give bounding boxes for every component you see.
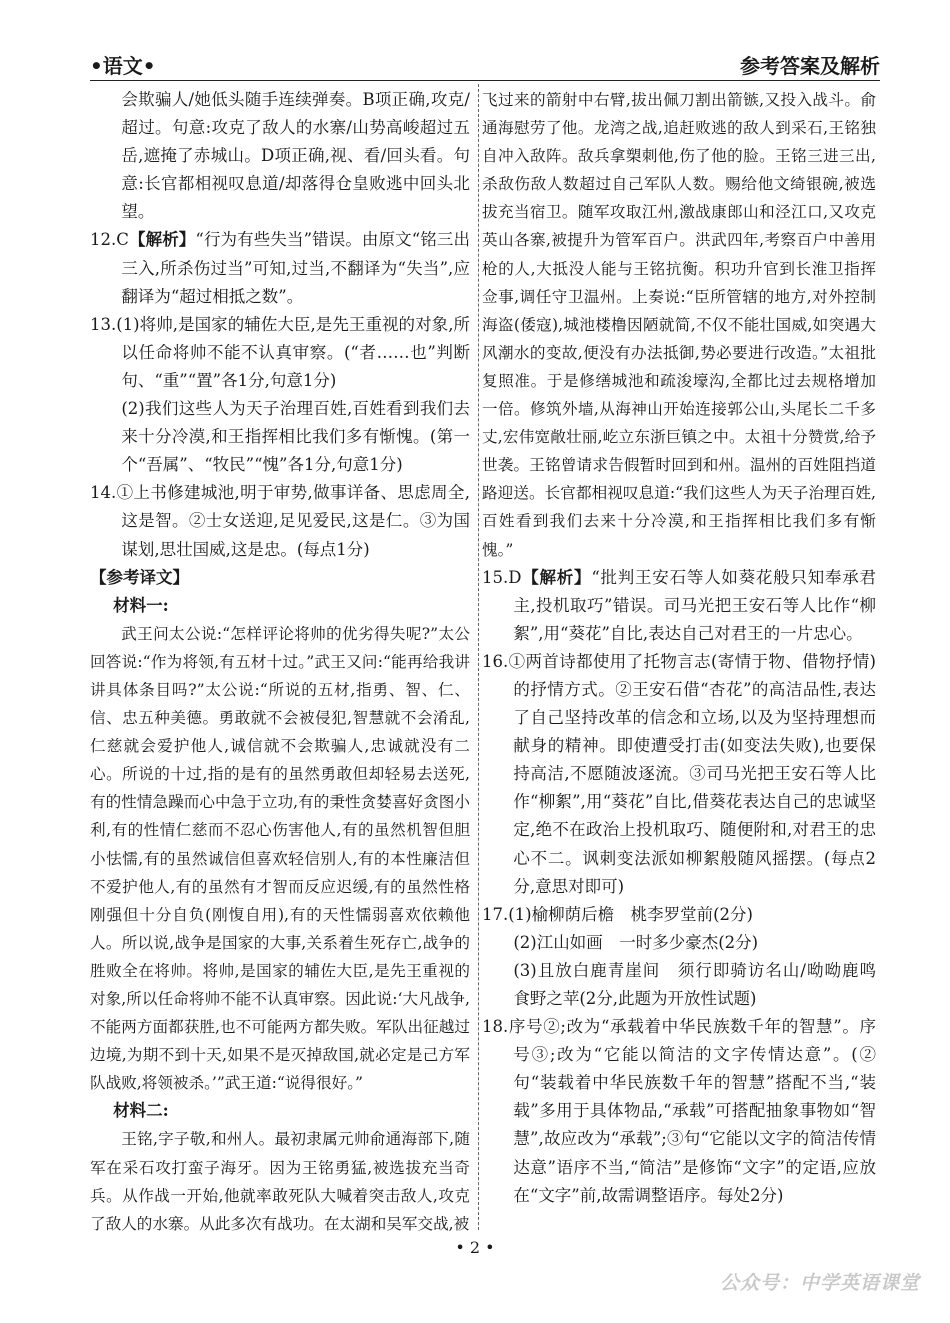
paragraph-q13a: [90, 311, 470, 395]
question-number: 13.: [90, 314, 117, 334]
question-number: 14.: [90, 483, 117, 503]
question-number: 18.: [482, 1017, 509, 1037]
page-header: [90, 50, 880, 80]
paragraph-text: (3)且放白鹿青崖间 须行即骑访名山/呦呦鹿鸣 食野之苹(2分,此题为开放性试题): [513, 960, 893, 1008]
paragraph-text: 武王问太公说:“怎样评论将帅的优劣得失呢?”太公回答说:“作为将领,有五材十过。”武王又问:“能再给我讲讲具体条目吗?”太公说:“所说的五材,指勇、智、仁、信、忠五种美德。勇敢就不会被侵犯,智慧就不会淆乱,仁慈就会爱护他人,诚信就不会欺骗人,忠诚就没有二心。所说的十过,指的是有的虽然勇敢但却轻易去送死,有的性情急躁而心中急于立功,有的秉性贪婪喜好贪图小利,有的性情仁慈而不忍心伤害他人,有的虽然机智但胆小怯懦,有的虽然诚信但喜欢轻信别人,有的本性廉洁但不爱护他人,有的虽然有才智而反应迟缓,有的虽然性格刚强但十分自负(刚愎自用),有的天性懦弱喜欢依赖他人。所以说,战争是国家的大事,关系着生死存亡,战争的胜败全在将帅。将帅,是国家的辅佐大臣,是先王重视的对象,所以任命将帅不能不认真审察。因此说:‘大凡战争,不能两方面都获胜,也不可能两方都失败。军队出征越过边境,为期不到十天,如果不是灭掉敌国,就必定是己方军队战败,将领被杀。’”武王道:“说得很好。”: [90, 624, 470, 1093]
paragraph-q14: [90, 479, 470, 563]
question-number: 12.C: [90, 230, 129, 250]
paragraph-q15: [482, 564, 876, 648]
paragraph-text: (2)江山如画 一时多少豪杰(2分): [513, 932, 759, 952]
paragraph-text: ①两首诗都使用了托物言志(寄情于物、借物抒情)的抒情方式。②王安石借“杏花”的高洁品性,表达了自己坚持改革的信念和立场,以及为坚持理想而献身的精神。即使遭受打击(如变法失败),也要保持高洁,不愿随波逐流。③司马光把王安石等人比作“柳絮”,用“葵花”自比,借葵花表达自己的忠诚坚定,绝不在政治上投机取巧、随便附和,对君王的忠心不二。讽刺变法派如柳絮般随风摇摆。(每点2分,意思对即可): [508, 651, 876, 896]
paragraph-q17b: [482, 929, 876, 957]
paragraph-c1: [90, 86, 470, 226]
watermark: 公众号：中学英语课堂: [719, 1272, 920, 1294]
question-number: 15.D: [482, 567, 522, 587]
paragraph-text: 序号②;改为“承载着中华民族数千年的智慧”。序号③;改为“它能以简洁的文字传情达意”。(②句“装载着中华民族数千年的智慧”搭配不当,“装载”多用于具体物品,“承载”可搭配抽象事物如“智慧”,故应改为“承载”;③句“它能以文字的简洁传情达意”语序不当,“简洁”是修饰“文字”的定语,应放在“文字”前,故需调整语序。每处2分): [508, 1017, 876, 1205]
paragraph-text: 材料一:: [113, 595, 169, 615]
paragraph-text: (1)将帅,是国家的辅佐大臣,是先王重视的对象,所以任命将帅不能不认真审察。(“者……也”判断句、“重”“置”各1分,句意1分): [116, 314, 470, 390]
paragraph-text: 飞过来的箭射中右臂,拔出佩刀割出箭镞,又投入战斗。俞通海慰劳了他。龙湾之战,追赶败逃的敌人到采石,王铭独自冲入敌阵。敌兵拿槊刺他,伤了他的脸。王铭三进三出,杀敌伤敌人数超过自己军队人数。赐给他文绮银碗,被选拔充当宿卫。随军攻取江州,激战康郎山和泾江口,又攻克英山各寨,被提升为管军百户。洪武四年,考察百户中善用枪的人,大抵没人能与王铭抗衡。积功升官到长淮卫指挥佥事,调任守卫温州。上奏说:“臣所管辖的地方,对外控制海盗(倭寇),城池楼橹因陋就简,不仅不能壮国威,如突遇大风潮水的变故,便没有办法抵御,势必要进行改造。”太祖批复照准。于是修缮城池和疏浚壕沟,全都比过去规格增加一倍。修筑外墙,从海神山开始连接郭公山,头尾长二千多丈,宏伟宽敞壮丽,屹立东浙巨镇之中。太祖十分赞赏,给予世袭。王铭曾请求告假暂时回到和州。温州的百姓阻挡道路迎送。长官都相视叹息道:“我们这些人为天子治理百姓,百姓看到我们去来十分冷漠,和王指挥相比我们多有惭愧。”: [482, 91, 876, 559]
paragraph-t2: [90, 1125, 470, 1237]
paragraph-q17c: [482, 957, 893, 1013]
section-title: 参考答案及解析: [740, 54, 880, 78]
paragraph-text: “批判王安石等人如葵花般只知奉承君主,投机取巧”错误。司马光把王安石等人比作“柳絮”,用“葵花”自比,表达自己对君王的一片忠心。: [513, 567, 876, 643]
paragraph-text: 会欺骗人/她低头随手连续弹奏。B项正确,攻克/超过。句意:攻克了敌人的水寨/山势高峻超过五岳,遮掩了赤城山。D项正确,视、看/回头看。句意:长官都相视叹息道/却落得仓皇败逃中回头北望。: [121, 90, 470, 222]
paragraph-t3: [482, 86, 876, 564]
left-column: [90, 86, 470, 1238]
column-divider: [478, 84, 479, 1230]
paragraph-text: 王铭,字子敬,和州人。最初隶属元帅俞通海部下,随军在采石攻打蛮子海牙。因为王铭勇猛,被选拔充当奇兵。从作战一开始,他就率敢死队大喊着突击敌人,攻克了敌人的水寨。从此多次有战功。在太湖和吴军交战,被: [90, 1130, 470, 1233]
paragraph-q12: [90, 226, 470, 310]
paragraph-q13b: [90, 395, 470, 479]
paragraph-text: “行为有些失当”错误。由原文“铭三出三入,所杀伤过当”可知,过当,不翻译为“失当”,应翻译为“超过相抵之数”。: [121, 230, 470, 306]
analysis-tag: 【解析】: [521, 567, 592, 587]
right-column: [482, 86, 893, 1210]
paragraph-m1: [90, 592, 470, 620]
question-number: 17.: [482, 904, 509, 924]
paragraph-q17a: [482, 901, 876, 929]
analysis-tag: 【解析】: [128, 230, 196, 250]
question-number: 16.: [482, 651, 509, 671]
paragraph-text: (1)榆柳荫后檐 桃李罗堂前(2分): [508, 904, 753, 924]
paragraph-text: (2)我们这些人为天子治理百姓,百姓看到我们去来十分冷漠,和王指挥相比我们多有惭愧。(第一个“吾属”、“牧民”“愧”各1分,句意1分): [121, 399, 470, 475]
header-rule: [90, 80, 880, 81]
paragraph-text: 【参考译文】: [90, 567, 189, 587]
subject-label: •语文•: [90, 54, 156, 78]
paragraph-m2: [90, 1097, 470, 1125]
paragraph-text: ①上书修建城池,明于审势,做事详备、思虑周全,这是智。②士女送迎,足见爱民,这是仁。③为国谋划,思壮国威,这是忠。(每点1分): [116, 483, 470, 559]
paragraph-q16: [482, 648, 876, 901]
page-number: • 2 •: [455, 1238, 495, 1257]
paragraph-ref: [90, 564, 470, 592]
paragraph-text: 材料二:: [113, 1101, 169, 1121]
paragraph-t1: [90, 620, 470, 1098]
paragraph-q18: [482, 1013, 876, 1210]
